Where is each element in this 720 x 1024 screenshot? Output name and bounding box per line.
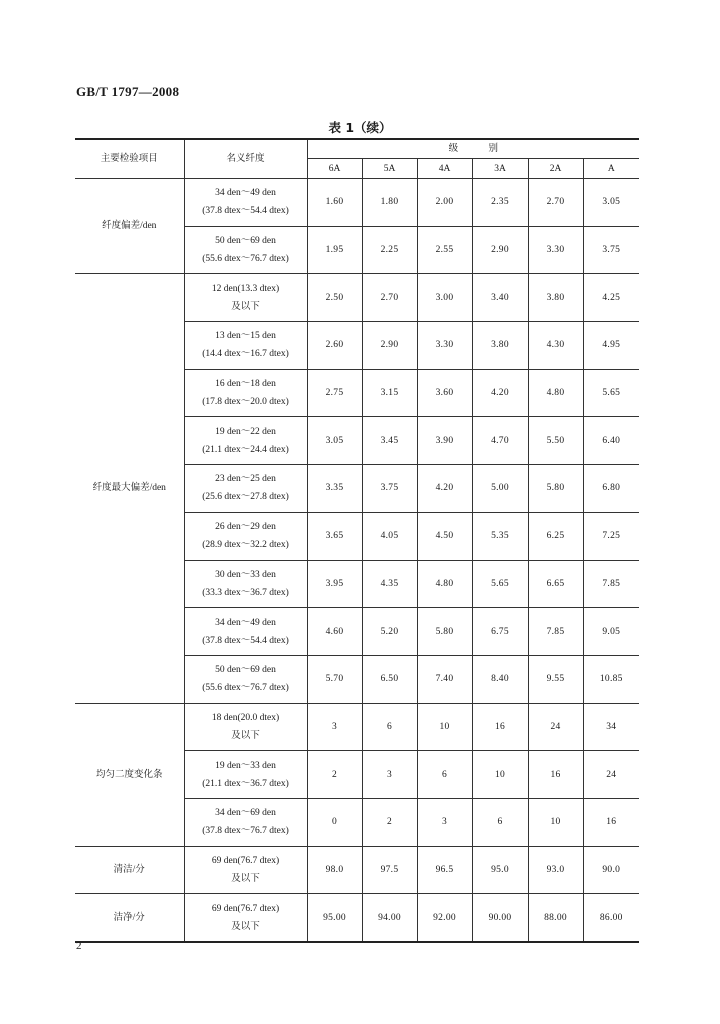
value-cell-6a: 3.05 [307, 417, 362, 465]
value-cell-3a: 3.40 [472, 274, 528, 322]
value-cell-6a: 2.50 [307, 274, 362, 322]
nominal-denier-cell [184, 655, 307, 703]
value-cell-4a: 96.5 [417, 846, 472, 894]
inspection-item-line: 洁净/分 [113, 912, 145, 923]
value-cell-3a: 10 [472, 751, 528, 799]
value-cell-6a: 5.70 [307, 655, 362, 703]
nominal-denier-line: 30 den～33 den [215, 569, 276, 580]
nominal-denier-line: 69 den(76.7 dtex) [211, 903, 280, 914]
value-cell-4a: 5.80 [417, 608, 472, 656]
value-cell-4a: 7.40 [417, 655, 472, 703]
value-cell-3a: 5.65 [472, 560, 528, 608]
value-cell-3a: 8.40 [472, 655, 528, 703]
inspection-item-cell [75, 846, 184, 894]
value-cell-2a: 2.70 [528, 179, 583, 227]
value-cell-6a: 0 [307, 798, 362, 846]
value-cell-a: 3.05 [583, 179, 639, 227]
nominal-denier-cell [184, 846, 307, 894]
value-cell-5a: 6.50 [362, 655, 417, 703]
value-cell-2a: 10 [528, 798, 583, 846]
value-cell-3a: 6.75 [472, 608, 528, 656]
value-cell-2a: 93.0 [528, 846, 583, 894]
nominal-denier-line: (33.3 dtex～36.7 dtex) [202, 587, 289, 598]
nominal-denier-line: (17.8 dtex～20.0 dtex) [202, 397, 289, 408]
value-cell-3a: 95.0 [472, 846, 528, 894]
table-row [75, 846, 639, 894]
value-cell-3a: 5.35 [472, 512, 528, 560]
nominal-denier-line: 12 den(13.3 dtex) [211, 283, 280, 294]
nominal-denier-line: (14.4 dtex～16.7 dtex) [202, 349, 289, 360]
nominal-denier-line: (25.6 dtex～27.8 dtex) [202, 492, 289, 503]
value-cell-5a: 2.70 [362, 274, 417, 322]
value-cell-4a: 2.00 [417, 179, 472, 227]
nominal-denier-line: (37.8 dtex～54.4 dtex) [202, 635, 289, 646]
value-cell-6a: 4.60 [307, 608, 362, 656]
value-cell-a: 4.25 [583, 274, 639, 322]
value-cell-5a: 6 [362, 703, 417, 751]
nominal-denier-line: 19 den～33 den [215, 760, 276, 771]
value-cell-2a: 5.50 [528, 417, 583, 465]
value-cell-4a: 4.50 [417, 512, 472, 560]
value-cell-6a: 1.95 [307, 226, 362, 274]
value-cell-a: 24 [583, 751, 639, 799]
value-cell-2a: 3.80 [528, 274, 583, 322]
nominal-denier-cell [184, 465, 307, 513]
value-cell-3a: 5.00 [472, 465, 528, 513]
value-cell-a: 5.65 [583, 369, 639, 417]
grade-header-2a: 2A [528, 159, 583, 179]
header-grade-group-label: 级 别 [448, 144, 512, 154]
value-cell-5a: 3.45 [362, 417, 417, 465]
nominal-denier-cell [184, 798, 307, 846]
table-row [75, 894, 639, 942]
value-cell-5a: 3 [362, 751, 417, 799]
nominal-denier-line: 18 den(20.0 dtex) [211, 712, 280, 723]
nominal-denier-cell [184, 226, 307, 274]
grade-header-3a: 3A [472, 159, 528, 179]
value-cell-6a: 98.0 [307, 846, 362, 894]
value-cell-a: 6.40 [583, 417, 639, 465]
value-cell-4a: 3 [417, 798, 472, 846]
nominal-denier-line: 26 den～29 den [215, 522, 276, 533]
nominal-denier-line: 50 den～69 den [215, 236, 276, 247]
value-cell-4a: 6 [417, 751, 472, 799]
nominal-denier-line: 69 den(76.7 dtex) [211, 855, 280, 866]
table-header-row [75, 139, 639, 159]
value-cell-6a: 3.65 [307, 512, 362, 560]
value-cell-2a: 16 [528, 751, 583, 799]
nominal-denier-line: 及以下 [231, 921, 260, 932]
value-cell-2a: 9.55 [528, 655, 583, 703]
value-cell-2a: 6.65 [528, 560, 583, 608]
page-number: 2 [76, 940, 82, 952]
header-nominal-denier: 名义纤度 [184, 139, 307, 179]
nominal-denier-cell [184, 417, 307, 465]
value-cell-2a: 88.00 [528, 894, 583, 942]
table-row [75, 703, 639, 751]
nominal-denier-line: 及以下 [231, 873, 260, 884]
nominal-denier-line: (28.9 dtex～32.2 dtex) [202, 540, 289, 551]
value-cell-a: 9.05 [583, 608, 639, 656]
nominal-denier-cell [184, 179, 307, 227]
value-cell-2a: 5.80 [528, 465, 583, 513]
nominal-denier-cell [184, 322, 307, 370]
nominal-denier-cell [184, 274, 307, 322]
value-cell-4a: 2.55 [417, 226, 472, 274]
value-cell-6a: 3.35 [307, 465, 362, 513]
value-cell-5a: 97.5 [362, 846, 417, 894]
value-cell-4a: 3.60 [417, 369, 472, 417]
nominal-denier-line: (55.6 dtex～76.7 dtex) [202, 254, 289, 265]
value-cell-5a: 5.20 [362, 608, 417, 656]
inspection-item-cell [75, 703, 184, 846]
value-cell-a: 7.25 [583, 512, 639, 560]
inspection-item-line: 条 [153, 769, 163, 780]
value-cell-4a: 3.30 [417, 322, 472, 370]
inspection-item-cell [75, 274, 184, 703]
nominal-denier-line: 及以下 [231, 301, 260, 312]
value-cell-3a: 90.00 [472, 894, 528, 942]
nominal-denier-line: 34 den～49 den [215, 188, 276, 199]
grade-header-6a: 6A [307, 159, 362, 179]
value-cell-2a: 4.30 [528, 322, 583, 370]
value-cell-3a: 4.20 [472, 369, 528, 417]
value-cell-3a: 2.90 [472, 226, 528, 274]
value-cell-6a: 2 [307, 751, 362, 799]
nominal-denier-line: 13 den～15 den [215, 331, 276, 342]
value-cell-2a: 6.25 [528, 512, 583, 560]
nominal-denier-line: 16 den～18 den [215, 379, 276, 390]
value-cell-a: 10.85 [583, 655, 639, 703]
value-cell-3a: 3.80 [472, 322, 528, 370]
value-cell-6a: 95.00 [307, 894, 362, 942]
value-cell-4a: 3.00 [417, 274, 472, 322]
nominal-denier-line: (55.6 dtex～76.7 dtex) [202, 683, 289, 694]
nominal-denier-cell [184, 369, 307, 417]
header-grade-group [307, 139, 639, 159]
inspection-item-line: 纤度最大偏差/ [92, 483, 153, 494]
nominal-denier-line: (21.1 dtex～24.4 dtex) [202, 444, 289, 455]
inspection-item-line: 纤度偏差/ [102, 221, 143, 232]
inspection-item-line: 清洁/分 [113, 864, 145, 875]
nominal-denier-cell [184, 608, 307, 656]
grade-header-a: A [583, 159, 639, 179]
nominal-denier-line: 50 den～69 den [215, 665, 276, 676]
value-cell-6a: 3 [307, 703, 362, 751]
value-cell-5a: 4.05 [362, 512, 417, 560]
inspection-item-cell [75, 894, 184, 942]
nominal-denier-cell [184, 894, 307, 942]
grade-header-5a: 5A [362, 159, 417, 179]
value-cell-2a: 24 [528, 703, 583, 751]
value-cell-a: 86.00 [583, 894, 639, 942]
value-cell-a: 16 [583, 798, 639, 846]
value-cell-2a: 7.85 [528, 608, 583, 656]
value-cell-2a: 3.30 [528, 226, 583, 274]
inspection-item-line: den [152, 483, 166, 494]
value-cell-4a: 4.20 [417, 465, 472, 513]
value-cell-4a: 92.00 [417, 894, 472, 942]
value-cell-5a: 2 [362, 798, 417, 846]
value-cell-a: 6.80 [583, 465, 639, 513]
value-cell-3a: 2.35 [472, 179, 528, 227]
value-cell-a: 7.85 [583, 560, 639, 608]
value-cell-5a: 3.15 [362, 369, 417, 417]
value-cell-5a: 3.75 [362, 465, 417, 513]
nominal-denier-line: 34 den～49 den [215, 617, 276, 628]
nominal-denier-line: 及以下 [231, 730, 260, 741]
grade-header-4a: 4A [417, 159, 472, 179]
table-row [75, 274, 639, 322]
table-caption: 表 1（续） [328, 120, 392, 135]
value-cell-5a: 94.00 [362, 894, 417, 942]
value-cell-4a: 3.90 [417, 417, 472, 465]
value-cell-4a: 4.80 [417, 560, 472, 608]
value-cell-a: 4.95 [583, 322, 639, 370]
nominal-denier-line: 19 den～22 den [215, 426, 276, 437]
value-cell-4a: 10 [417, 703, 472, 751]
nominal-denier-line: 23 den～25 den [215, 474, 276, 485]
nominal-denier-line: (21.1 dtex～36.7 dtex) [202, 778, 289, 789]
nominal-denier-line: (37.8 dtex～76.7 dtex) [202, 826, 289, 837]
nominal-denier-cell [184, 751, 307, 799]
value-cell-3a: 16 [472, 703, 528, 751]
value-cell-5a: 2.25 [362, 226, 417, 274]
value-cell-6a: 1.60 [307, 179, 362, 227]
nominal-denier-line: 34 den～69 den [215, 808, 276, 819]
document-id: GB/T 1797—2008 [76, 84, 180, 99]
value-cell-3a: 4.70 [472, 417, 528, 465]
inspection-item-line: den [142, 221, 157, 232]
value-cell-2a: 4.80 [528, 369, 583, 417]
nominal-denier-line: (37.8 dtex～54.4 dtex) [202, 206, 289, 217]
inspection-item-line: 均匀二度变化 [95, 769, 153, 780]
table-row [75, 179, 639, 227]
value-cell-6a: 2.60 [307, 322, 362, 370]
nominal-denier-cell [184, 512, 307, 560]
value-cell-a: 90.0 [583, 846, 639, 894]
value-cell-5a: 2.90 [362, 322, 417, 370]
value-cell-5a: 4.35 [362, 560, 417, 608]
inspection-item-cell [75, 179, 184, 274]
value-cell-6a: 3.95 [307, 560, 362, 608]
value-cell-5a: 1.80 [362, 179, 417, 227]
nominal-denier-cell [184, 703, 307, 751]
header-inspection-item: 主要检验项目 [75, 139, 184, 179]
value-cell-a: 34 [583, 703, 639, 751]
value-cell-6a: 2.75 [307, 369, 362, 417]
value-cell-3a: 6 [472, 798, 528, 846]
specification-table [75, 138, 639, 943]
value-cell-a: 3.75 [583, 226, 639, 274]
nominal-denier-cell [184, 560, 307, 608]
